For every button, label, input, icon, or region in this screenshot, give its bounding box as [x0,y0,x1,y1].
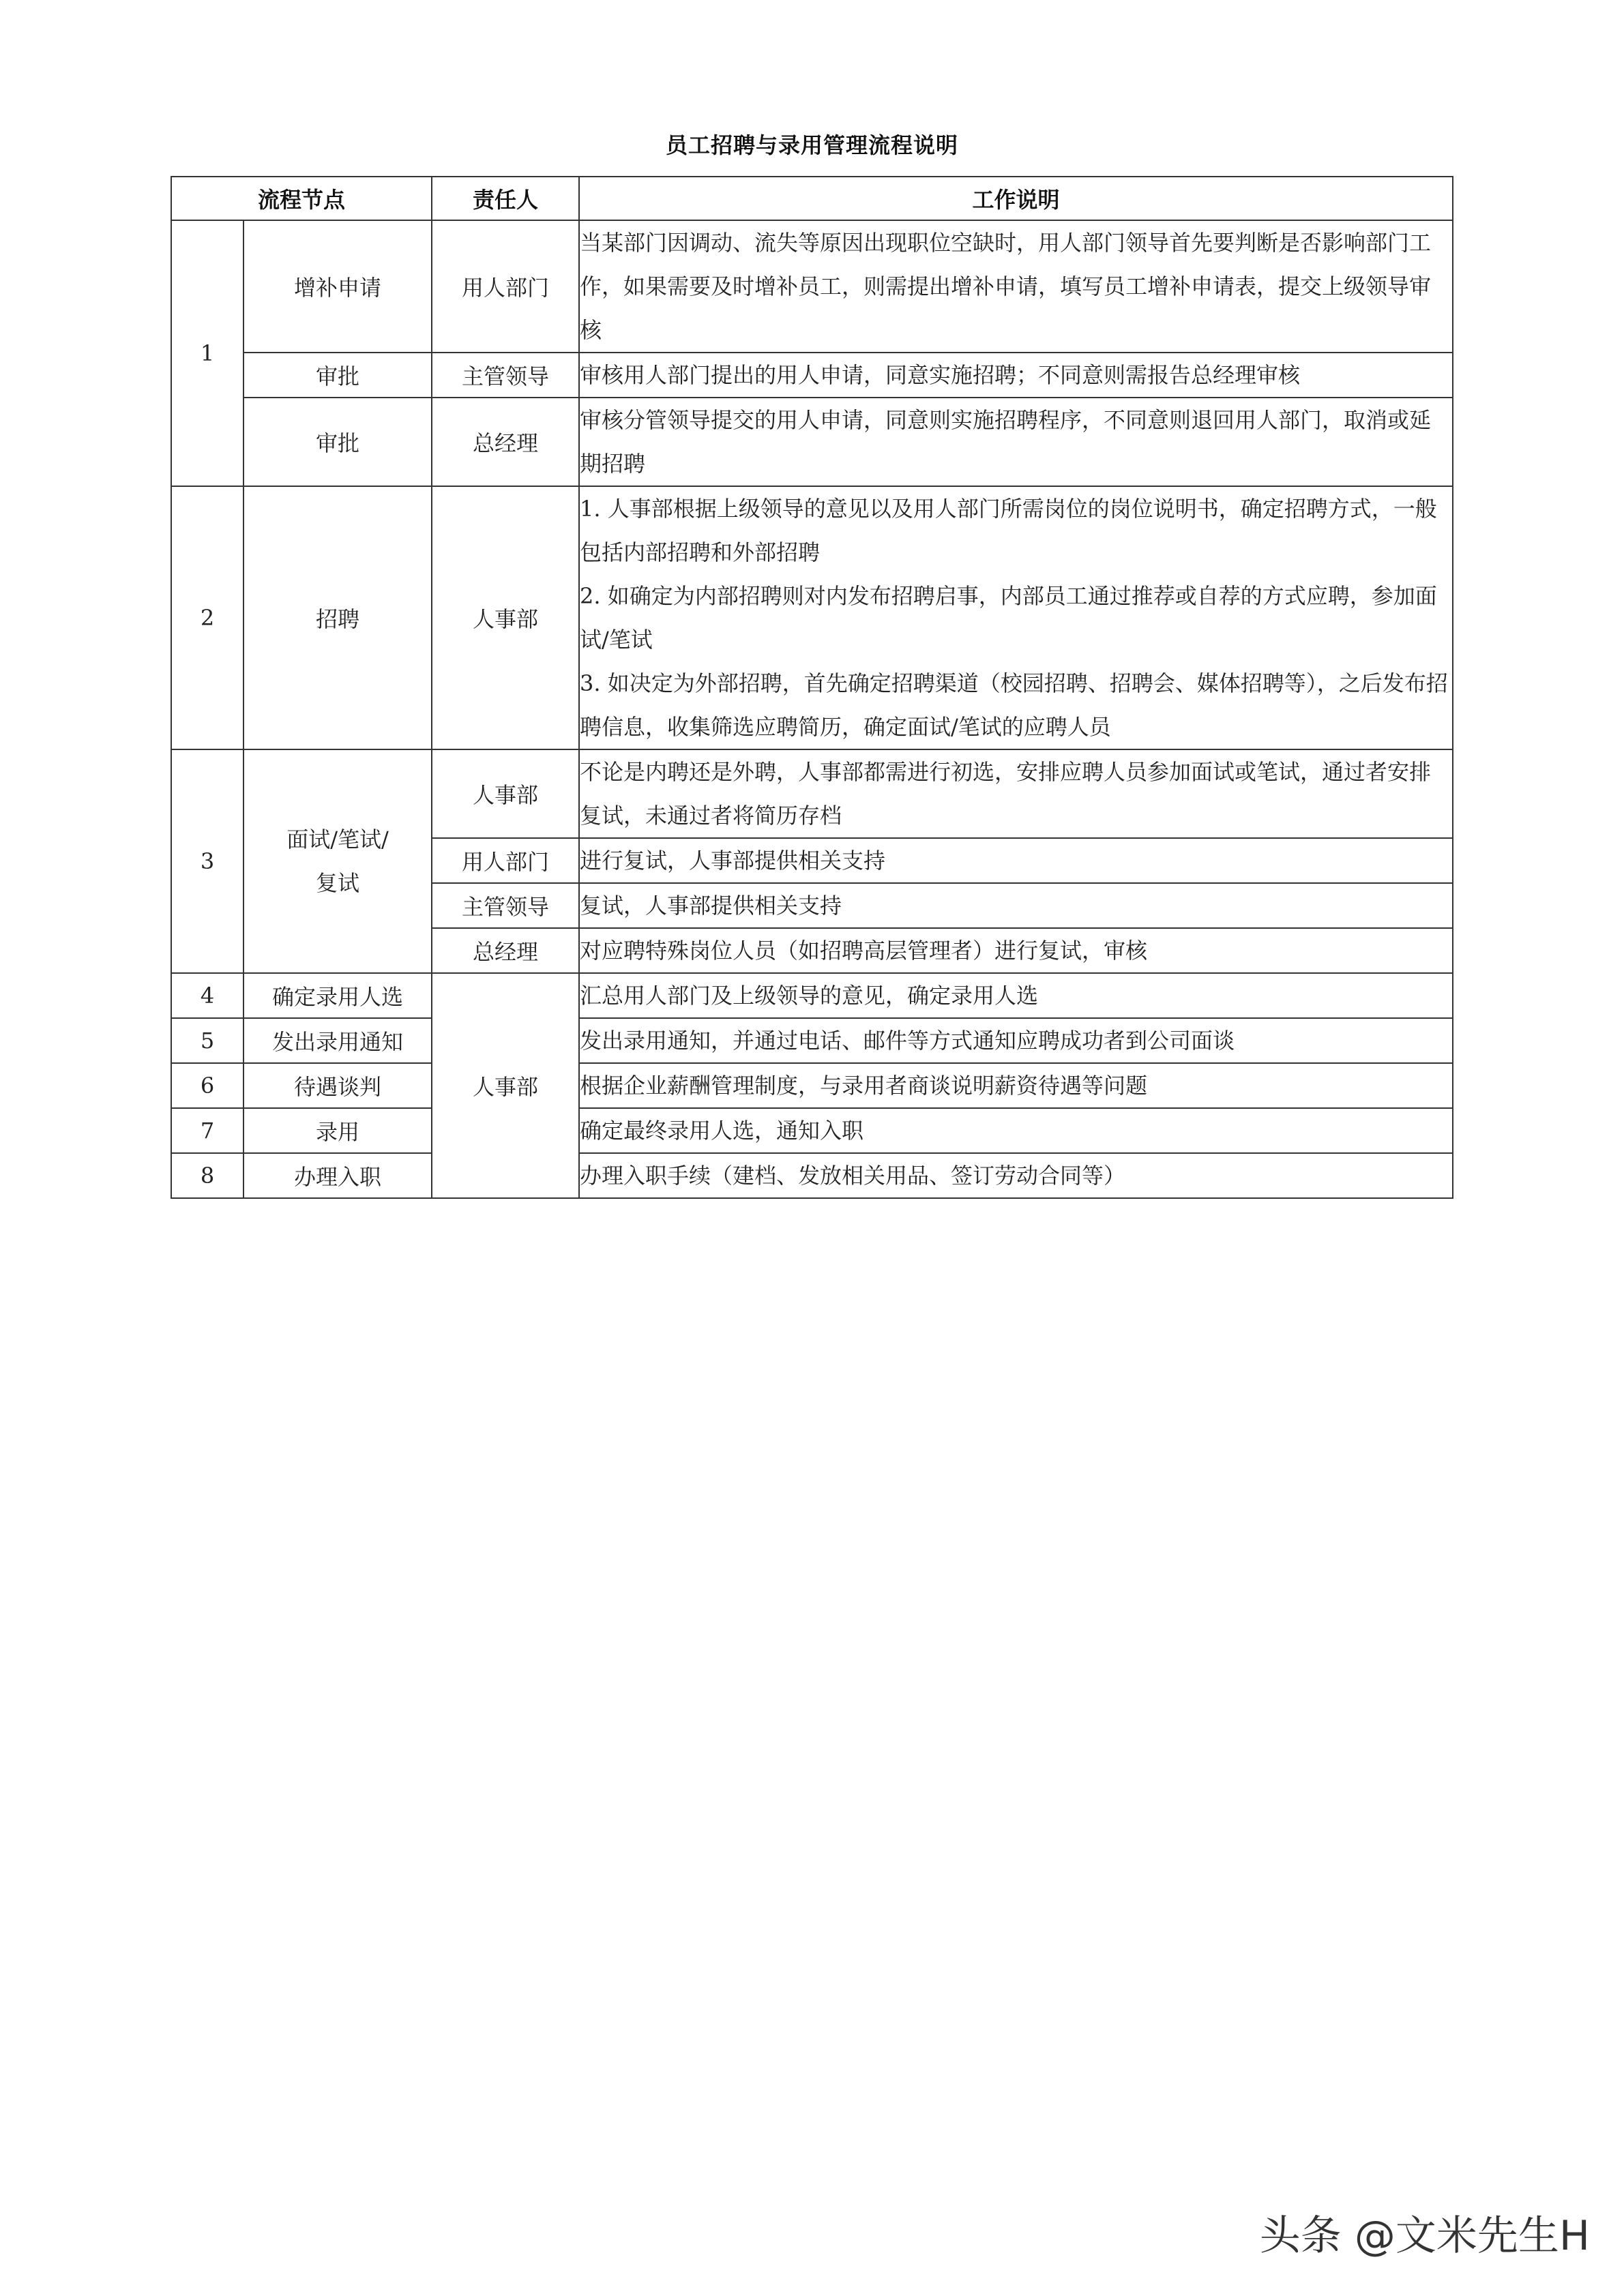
owner-cell: 主管领导 [432,883,579,928]
table-row [171,220,1453,353]
node-cell: 录用 [243,1108,432,1153]
desc-cell: 不论是内聘还是外聘，人事部都需进行初选，安排应聘人员参加面试或笔试，通过者安排复试，未通过者将简历存档 [579,749,1453,838]
node-cell: 待遇谈判 [243,1063,432,1108]
desc-cell: 办理入职手续（建档、发放相关用品、签订劳动合同等） [579,1153,1453,1198]
node-cell: 审批 [243,398,432,486]
node-cell: 增补申请 [243,220,432,353]
node-cell: 办理入职 [243,1153,432,1198]
owner-cell: 人事部 [432,749,579,838]
desc-cell: 复试，人事部提供相关支持 [579,883,1453,928]
header-desc: 工作说明 [579,177,1453,220]
table-row [171,1153,1453,1198]
owner-cell: 主管领导 [432,353,579,398]
desc-line: 2. 如确定为内部招聘则对内发布招聘启事，内部员工通过推荐或自荐的方式应聘，参加面试/笔试 [580,583,1437,653]
desc-cell: 汇总用人部门及上级领导的意见，确定录用人选 [579,973,1453,1018]
step-number: 1 [171,220,243,486]
table-row [171,486,1453,749]
node-cell: 发出录用通知 [243,1018,432,1063]
desc-line: 1. 人事部根据上级领导的意见以及用人部门所需岗位的岗位说明书，确定招聘方式，一般包括内部招聘和外部招聘 [580,496,1437,565]
table-row [171,398,1453,486]
step-number: 2 [171,486,243,749]
header-node: 流程节点 [171,177,432,220]
process-table [171,176,1453,1199]
desc-cell: 当某部门因调动、流失等原因出现职位空缺时，用人部门领导首先要判断是否影响部门工作，如果需要及时增补员工，则需提出增补申请，填写员工增补申请表，提交上级领导审核 [579,220,1453,353]
desc-cell: 审核用人部门提出的用人申请，同意实施招聘；不同意则需报告总经理审核 [579,353,1453,398]
node-cell: 招聘 [243,486,432,749]
step-number: 5 [171,1018,243,1063]
owner-cell: 总经理 [432,928,579,973]
desc-line: 3. 如决定为外部招聘，首先确定招聘渠道（校园招聘、招聘会、媒体招聘等），之后发布招聘信息，收集筛选应聘简历，确定面试/笔试的应聘人员 [580,670,1448,740]
table-row [171,353,1453,398]
header-owner: 责任人 [432,177,579,220]
node-cell: 审批 [243,353,432,398]
step-number: 6 [171,1063,243,1108]
table-row [171,1018,1453,1063]
node-label: 面试/笔试/复试 [286,826,389,896]
desc-cell: 进行复试，人事部提供相关支持 [579,838,1453,883]
table-row [171,1108,1453,1153]
table-row [171,973,1453,1018]
step-number: 4 [171,973,243,1018]
step-number: 3 [171,749,243,973]
desc-cell: 发出录用通知，并通过电话、邮件等方式通知应聘成功者到公司面谈 [579,1018,1453,1063]
owner-cell: 用人部门 [432,220,579,353]
owner-cell: 人事部 [432,486,579,749]
step-number: 7 [171,1108,243,1153]
desc-cell [579,486,1453,749]
desc-cell: 根据企业薪酬管理制度，与录用者商谈说明薪资待遇等问题 [579,1063,1453,1108]
document-title: 员工招聘与录用管理流程说明 [665,132,958,158]
table-row [171,1063,1453,1108]
desc-cell: 对应聘特殊岗位人员（如招聘高层管理者）进行复试，审核 [579,928,1453,973]
table-header-row [171,177,1453,220]
owner-cell: 人事部 [432,973,579,1198]
watermark-text: 头条 @文米先生H [1259,2212,1590,2260]
node-cell [243,749,432,973]
owner-cell: 用人部门 [432,838,579,883]
desc-cell: 确定最终录用人选，通知入职 [579,1108,1453,1153]
step-number: 8 [171,1153,243,1198]
table-row [171,749,1453,838]
node-cell: 确定录用人选 [243,973,432,1018]
owner-cell: 总经理 [432,398,579,486]
desc-cell: 审核分管领导提交的用人申请，同意则实施招聘程序，不同意则退回用人部门，取消或延期招聘 [579,398,1453,486]
